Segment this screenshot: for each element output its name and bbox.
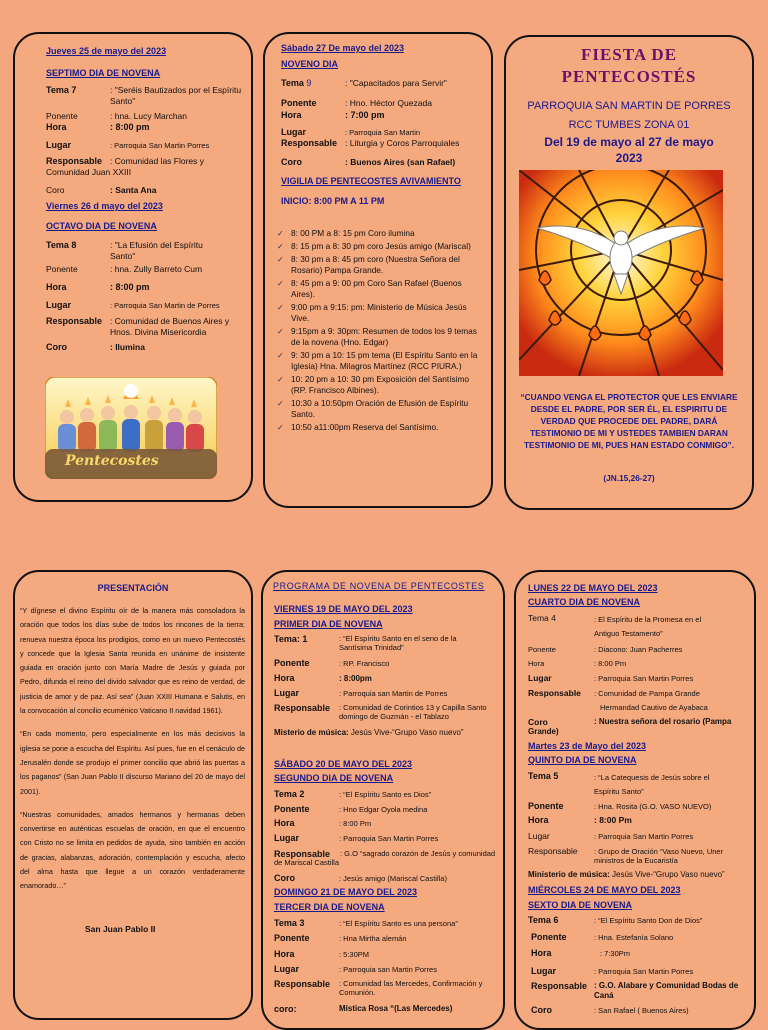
heading-vigilia: VIGILIA DE PENTECOSTES AVIVAMIENTO [281,176,461,186]
label-responsable: Responsable [281,138,338,148]
value-ponente6: : Hna. Estefanía Solano [594,933,674,942]
vigilia-item-text: 8: 45 pm a 9: 00 pm Coro San Rafael (Buenos Aires). [291,278,462,299]
value-responsable-2b: : Comunidad de Buenos Aires y Hnos. Divina Misericordia [110,316,230,337]
cover-dates-line2: 2023 [615,151,643,165]
heading-septimo-dia: SEPTIMO DIA DE NOVENA [46,68,161,78]
value-lugar-2: : Parroquia San Martin de Porres [110,301,220,310]
label-tema4: Tema 4 [528,613,556,623]
presentacion-body [20,604,245,903]
label-resp3: Responsable [274,979,331,989]
label-tema5: Tema 5 [528,771,559,781]
heading-octavo-dia: OCTAVO DIA DE NOVENA [46,221,157,231]
value-coro6: : San Rafael ( Buenos Aires) [594,1006,689,1015]
value-responsable: : Liturgia y Coros Parroquiales [345,138,460,148]
value-resp3: : Comunidad las Mercedes, Confirmación y Comunión. [339,979,483,997]
musica5-label: Ministerio de música: [528,870,610,879]
value-ponente2: : Hno Edgar Oyola medina [339,805,428,814]
label-coro4: Coro [528,717,548,727]
label-lugar2: Lugar [274,833,300,843]
value-tema8: : "La Efusión del Espíritu Santo" [110,240,203,261]
vigilia-item [277,326,485,348]
vigilia-item [277,374,485,396]
vigilia-item-text: 9:00 pm a 9:15: pm: Ministerio de Música Jesús Vive. [291,302,467,323]
scripture-quote: “CUANDO VENGA EL PROTECTOR QUE LES ENVIARE DESDE EL PADRE, POR SER ÉL, EL ESPIRITU DE VERDAD QUE PROCEDE DEL PADRE, DARÁ TESTIMONIO DE MI Y USTEDES TAMBIEN DARAN TESTIMONIO DE MI, PUES HAN ESTADO CONMIGO”. [520,392,738,450]
date-viernes-19: VIERNES 19 DE MAYO DEL 2023 [274,604,413,614]
label-responsable: Responsable [46,156,103,166]
vigilia-item-text: 8: 30 pm a 8: 45 pm coro (Nuestra Señora del Rosario) Pampa Grande. [291,254,460,275]
date-domingo-21: DOMINGO 21 DE MAYO DEL 2023 [274,887,418,897]
label-coro6: Coro [531,1005,552,1015]
vigilia-item-text: 8: 00 PM a 8: 15 pm Coro ilumina [291,228,415,238]
cover-rcc: RCC TUMBES ZONA 01 [568,119,690,131]
label-hora-2: Hora [46,282,67,292]
label-resp5: Responsable [528,846,578,856]
presentacion-title: PRESENTACIÓN [97,583,169,593]
heading-segundo-dia: SEGUNDO DIA DE NOVENA [274,773,394,783]
label-tema7: Tema 7 [46,85,77,95]
value-coro: : Santa Ana [110,185,157,195]
check-icon: ✓ [277,255,284,264]
vigilia-item-text: 10:30 a 10:50pm Oración de Efusión de Espíritu Santo. [291,398,469,419]
heading-primer-dia: PRIMER DIA DE NOVENA [274,619,383,629]
value-tema5: : “La Catequesis de Jesús sobre el Espíritu Santo” [594,773,710,796]
label-hora5: Hora [528,815,549,825]
label-hora1: Hora [274,673,295,683]
vigilia-item-text: 10:50 a11:00pm Reserva del Santísimo. [291,422,439,432]
value-tema1: : “El Espíritu Santo en el seno de la Santísima Trinidad” [339,634,457,652]
value-lugar: : Parroquia San Martin Porres [110,141,210,150]
cover-dates-line1: Del 19 de mayo al 27 de mayo [544,135,714,149]
label-ponente4: Ponente [528,645,556,654]
scripture-reference: (JN.15,26-27) [603,473,655,483]
panel-presentacion [13,570,253,1020]
label-coro-2: Coro [46,342,67,352]
tema9-number: 9 [306,78,312,88]
programa-title: PROGRAMA DE NOVENA DE PENTECOSTES [273,581,485,591]
value-hora: : 8:00 pm [110,122,150,132]
holy-spirit-dove-stained-glass [519,170,723,376]
presentacion-paragraph-3: “Nuestras comunidades, amados hermanos y hermanas deben convertirse en auténticas escuelas de oración, en que el encuentro con Cristo no se limita en pedidos de ayuda, sino también en acción de gracias, alabanzas, adoración, contemplación y escucha, afecto del alma hasta que llegue a un corazón verdaderamente enamorado…” [20,809,245,891]
check-icon: ✓ [277,399,284,408]
vigilia-item-text: 9:15pm a 9: 30pm: Resumen de todos los 9 temas de la novena (Hno. Edgar) [291,326,477,347]
value-resp4: : Comunidad de Pampa Grande [594,689,700,698]
presentacion-signature: San Juan Pablo II [85,924,156,934]
label-responsable-2: Responsable [46,316,103,326]
value-lugar6: : Parroquia San Martin Porres [594,967,694,976]
label-hora3: Hora [274,949,295,959]
label-coro: Coro [46,185,65,195]
heading-noveno-dia: NOVENO DIA [281,59,339,69]
label-hora: Hora [46,122,67,132]
value-hora6: : 7:30Pm [600,949,631,958]
panel-septimo-octavo-dia [13,32,253,502]
cover-title-line2: PENTECOSTÉS [561,67,697,86]
value-lugar2: : Parroquia San Martin Porres [339,834,439,843]
value-tema6: : “El Espíritu Santo Don de Dios” [594,916,703,925]
heading-quinto-dia: QUINTO DIA DE NOVENA [528,755,637,765]
value-lugar3: : Parroquia san Martin Porres [339,965,437,974]
pentecostes-caption: Pentecostes [65,453,159,469]
value-coro4: : Nuestra señora del rosario (Pampa Grande) [528,717,732,736]
label-hora2: Hora [274,818,295,828]
heading-sexto-dia: SEXTO DIA DE NOVENA [528,900,633,910]
value-resp2: : G.O “sagrado corazón de Jesús y comunidad de Mariscal Castilla [274,849,496,867]
label-resp4: Responsable [528,688,581,698]
musica1-value: Jesús Vive-“Grupo Vaso nuevo” [350,728,464,737]
value-hora4: : 8:00 Pm [594,659,627,668]
label-ponente1: Ponente [274,658,310,668]
value-lugar5: : Parroquia San Martin Porres [594,832,694,841]
value-ponente4: : Diacono: Juan Pacherres [594,645,683,654]
value-resp1: : Comunidad de Corintios 13 y Capilla Santo domingo de Guzmán - el Tablazo [339,703,487,721]
label-lugar-2: Lugar [46,300,72,310]
label-hora4: Hora [528,659,545,668]
value-responsable-2: Comunidad Juan XXIII [46,167,132,177]
musica5-value: Jesús Vive-“Grupo Vaso nuevo” [612,870,725,879]
label-ponente-2: Ponente [46,264,78,274]
label-tema1: Tema: 1 [274,634,308,644]
panel-noveno-dia [263,32,493,508]
check-icon: ✓ [277,327,284,336]
label-hora: Hora [281,110,302,120]
label-tema6: Tema 6 [528,915,559,925]
date-lunes-22: LUNES 22 DE MAYO DEL 2023 [528,583,658,593]
vigilia-item-text: 8: 15 pm a 8: 30 pm coro Jesús amigo (Mariscal) [291,241,471,251]
vigilia-schedule-list [277,228,485,435]
vigilia-item [277,302,485,324]
vigilia-item [277,241,485,252]
value-ponente-2: : hna. Zully Barreto Cum [110,264,203,274]
value-ponente3: : Hna Mirtha alemán [339,934,407,943]
vigilia-item [277,278,485,300]
musica1-row [274,728,464,737]
label-ponente6: Ponente [531,932,567,942]
value-resp6: : G.O. Alabare y Comunidad Bodas de Caná [594,981,739,1000]
cover-parroquia: PARROQUIA SAN MARTIN DE PORRES [527,100,731,112]
value-coro-2: : Ilumina [110,342,145,352]
heading-tercer-dia: TERCER DIA DE NOVENA [274,902,385,912]
label-coro3: coro: [274,1004,297,1014]
value-responsable: : Comunidad las Flores y [110,156,205,166]
date-viernes-26: Viernes 26 d mayo del 2023 [46,201,163,211]
value-lugar: : Parroquia San Martin [345,128,421,137]
label-resp1: Responsable [274,703,331,713]
label-hora6: Hora [531,948,552,958]
value-tema2: : “El Espíritu Santo es Dios” [339,790,432,799]
value-resp5: : Grupo de Oración “Vaso Nuevo, Uner ministros de la Eucaristía [594,847,724,865]
label-ponente: Ponente [281,98,317,108]
value-tema3: : “El Espíritu Santo es una persona” [339,919,458,928]
label-lugar4: Lugar [528,673,552,683]
cover-title-line1: FIESTA DE [580,45,678,64]
label-coro: Coro [281,157,302,167]
check-icon: ✓ [277,242,284,251]
value-tema4: : El Espíritu de la Promesa en el Antiguo Testamento” [594,615,702,638]
check-icon: ✓ [277,279,284,288]
label-lugar: Lugar [281,127,307,137]
value-ponente1: : RP. Francisco [339,659,390,668]
vigilia-item [277,228,485,239]
date-sabado-27: Sábado 27 De mayo del 2023 [281,43,405,53]
vigilia-item-text: 10: 20 pm a 10: 30 pm Exposición del Santísimo (RP. Francisco Albines). [291,374,470,395]
date-sabado-20: SÁBADO 20 DE MAYO DEL 2023 [274,759,413,769]
label-lugar: Lugar [46,140,72,150]
label-tema8: Tema 8 [46,240,77,250]
value-hora: : 7:00 pm [345,110,385,120]
label-lugar1: Lugar [274,688,300,698]
label-lugar6: Lugar [531,966,557,976]
value-coro3: Mística Rosa “(Las Mercedes) [339,1004,453,1013]
panel-programa-novena [261,570,505,1030]
label-ponente: Ponente [46,111,78,121]
value-hora-2: : 8:00 pm [110,282,150,292]
value-ponente: : hna. Lucy Marchan [110,111,188,121]
value-resp4-2: Hermandad Cautivo de Ayabaca [600,703,708,712]
vigilia-item [277,398,485,420]
check-icon: ✓ [277,229,284,238]
vigilia-item [277,422,485,433]
panel-cover [504,35,754,510]
label-ponente5: Ponente [528,801,564,811]
check-icon: ✓ [277,351,284,360]
label-tema3: Tema 3 [274,918,305,928]
value-tema9: : "Capacitados para Servir" [345,78,447,88]
date-martes-23: Martes 23 de Mayo del 2023 [528,741,647,751]
value-ponente: : Hno. Héctor Quezada [345,98,432,108]
presentacion-paragraph-2: “En cada momento, pero especialmente en los más decisivos la iglesia se pone a escucha del Espíritu. Así pues, fue en el cenáculo de Jerusalén donde se produjo el primer concilio que abrió las puertas a los paganos” (San Juan Pablo II discurso Mariano del 20 de mayo del 2001). [20,729,245,796]
value-hora5: : 8:00 Pm [594,815,632,825]
label-tema9 [281,78,311,88]
value-coro: : Buenos Aires (san Rafael) [345,157,456,167]
label-ponente2: Ponente [274,804,310,814]
label-lugar5: Lugar [528,831,550,841]
label-coro2: Coro [274,873,295,883]
vigilia-inicio: INICIO: 8:00 PM A 11 PM [281,196,385,206]
check-icon: ✓ [277,375,284,384]
label-tema2: Tema 2 [274,789,305,799]
value-hora2: : 8:00 Pm [339,819,372,828]
heading-cuarto-dia: CUARTO DIA DE NOVENA [528,597,641,607]
value-lugar1: : Parroquia san Martin de Porres [339,689,448,698]
label-ponente3: Ponente [274,933,310,943]
label-lugar3: Lugar [274,964,300,974]
value-ponente5: : Hna. Rosita (G.O. VASO NUEVO) [594,802,712,811]
label-resp6: Responsable [531,981,588,991]
check-icon: ✓ [277,303,284,312]
label-resp2: Responsable [274,849,331,859]
musica5-row [528,870,725,879]
value-tema7: : "Seréis Bautizados por el Espíritu Santo" [110,85,242,106]
pentecost-illustration [45,377,217,479]
check-icon: ✓ [277,423,284,432]
value-lugar4: : Parroquia San Martin Porres [594,674,694,683]
presentacion-paragraph-1: “Y dígnese el divino Espíritu oír de la manera más consoladora la oración que todos los días sube de todos los rincones de la tierra: renueva nuestra época los prodigios, como en un nuevo Pentecostés y concede que la Iglesia Santa reunida en unánime de insistente guiada en oración junto con María Madre de Jesús y guiada por Pedro, difunda el reino del divido salvador que es reino de verdad, de justicia de amor y de paz. Así sea” (Juan XXIII Humana e Salutis, en la convocación al concilio ecuménico Vaticano II navidad 1961). [20,606,245,716]
date-jueves-25: Jueves 25 de mayo del 2023 [46,46,167,56]
vigilia-item-text: 9: 30 pm a 10: 15 pm tema (El Espíritu Santo en la Iglesia) Hna. Milagros Martínez (RCC PIURA.) [291,350,478,371]
label-tema9-text: Tema [281,78,304,88]
value-hora3: : 5:30PM [339,950,370,959]
panel-cuarto-sexto-dia [514,570,756,1030]
value-hora1: : 8:00pm [339,674,372,683]
vigilia-item [277,254,485,276]
musica1-label: Misterio de música: [274,728,349,737]
vigilia-item [277,350,485,372]
date-miercoles-24: MIÉRCOLES 24 DE MAYO DEL 2023 [528,885,681,895]
value-coro2: : Jesús amigo (Mariscal Castilla) [339,874,447,883]
